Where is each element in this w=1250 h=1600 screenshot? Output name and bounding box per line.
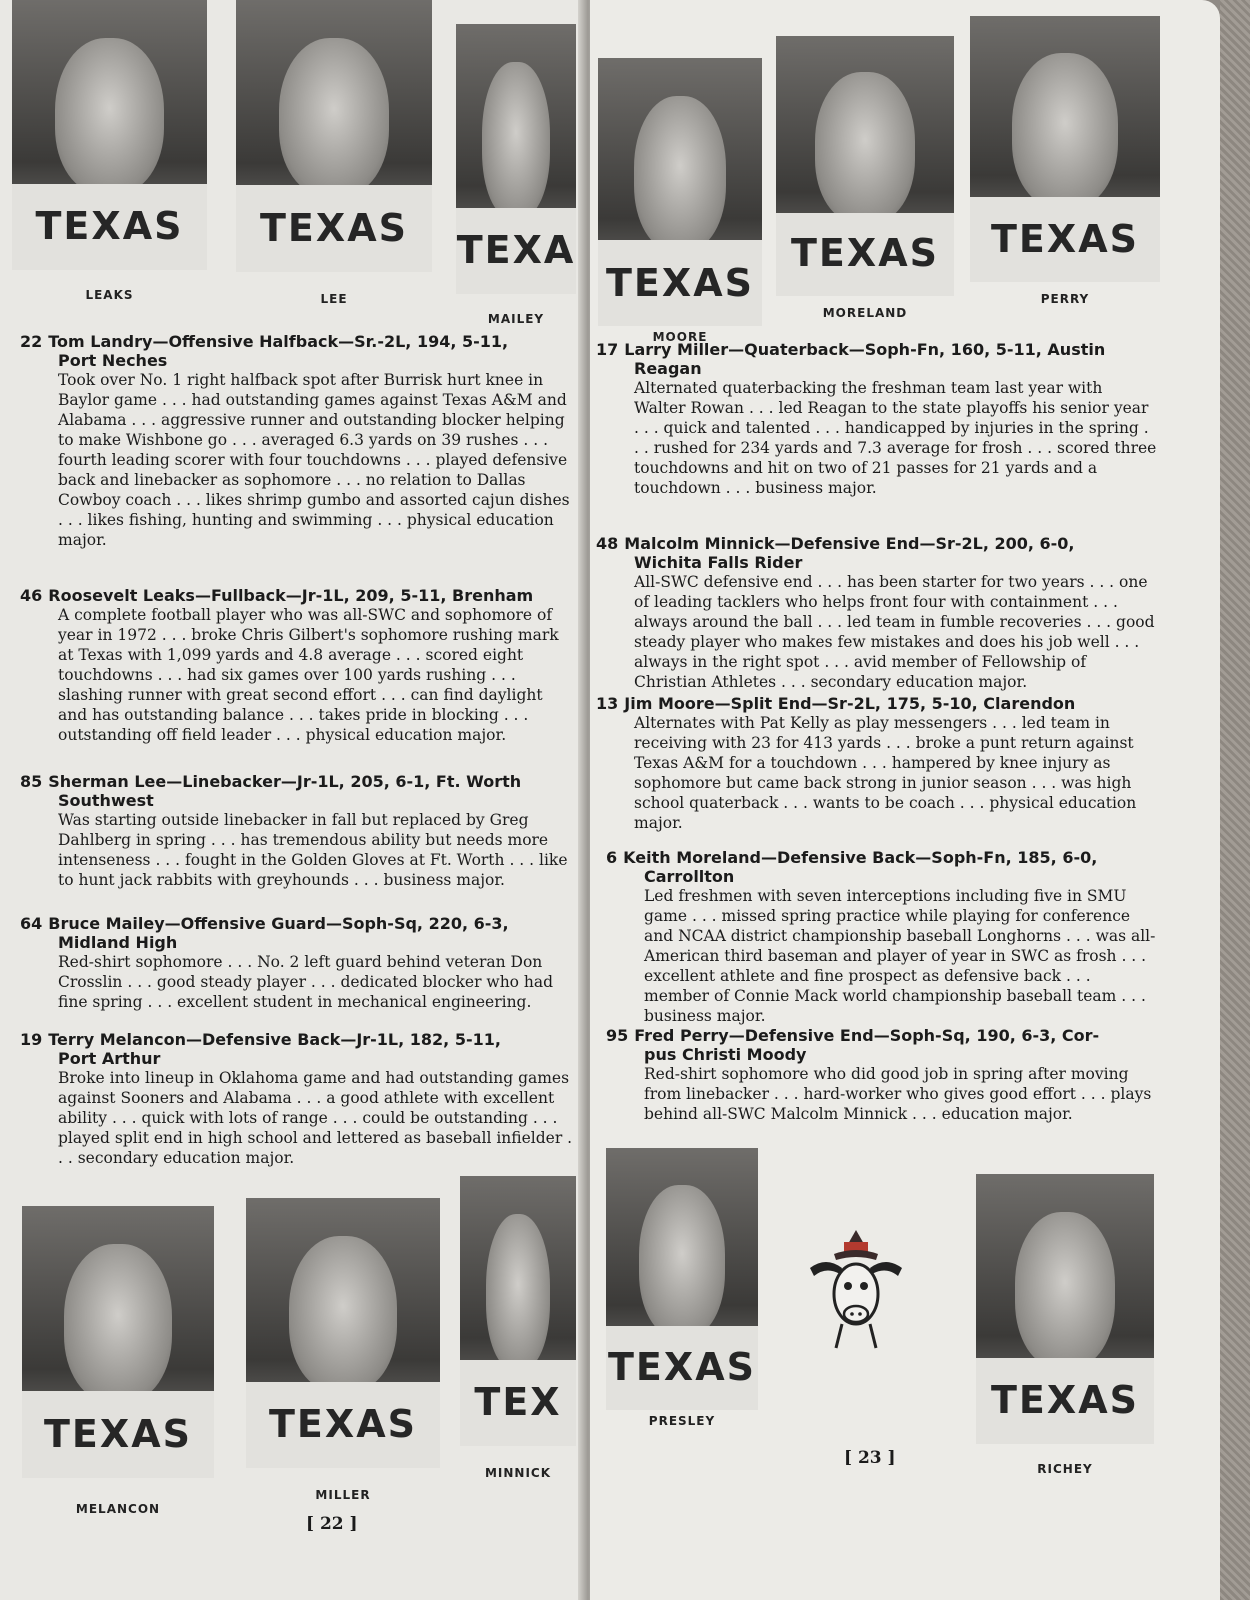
bio-entry: 19 Terry Melancon—Defensive Back—Jr-1L, 182, 5-11, Port Arthur Broke into lineup in Oklahoma game and had outstanding games against Sooners and Alabama . . . a good athlete with excellent ability . . . quick with lots of range . . . could be outstanding . . . played split end in high school and lettered as baseball infielder . . . secondary education major. bbox=[20, 1030, 573, 1167]
player-photo-perry: TEXAS bbox=[970, 16, 1160, 282]
bio-entry: 22 Tom Landry—Offensive Halfback—Sr.-2L, 194, 5-11, Port Neches Took over No. 1 right halfback spot after Burrisk hurt knee in Baylor game . . . had outstanding games against Texas A&M and Alabama . . . aggressive runner and outstanding blocker helping to make Wishbone go . . . averaged 6.3 yards on 39 rushes . . . fourth leading scorer with four touchdowns . . . played defensive back and linebacker as sophomore . . . no relation to Dallas Cowboy coach . . . likes shrimp gumbo and assorted cajun dishes . . . likes fishing, hunting and swimming . . . physical education major. bbox=[20, 332, 570, 549]
player-photo-richey: TEXAS bbox=[976, 1174, 1154, 1444]
bio-entry: 95 Fred Perry—Defensive End—Soph-Sq, 190, 6-3, Cor- pus Christi Moody Red-shirt sophomore who did good job in spring after moving from linebacker . . . hard-worker who gives good effort . . . plays behind all-SWC Malcolm Minnick . . . education major. bbox=[606, 1026, 1152, 1123]
photo-caption: LEE bbox=[320, 292, 348, 306]
player-photo-minnick: TEX bbox=[460, 1176, 576, 1446]
player-photo-miller: TEXAS bbox=[246, 1198, 440, 1468]
photo-caption: PERRY bbox=[1040, 292, 1090, 306]
player-photo-lee: TEXAS bbox=[236, 0, 432, 272]
photo-caption: MAILEY bbox=[487, 312, 545, 326]
page-number: [ 22 ] bbox=[306, 1514, 358, 1534]
right-page bbox=[590, 0, 1220, 1600]
player-photo-leaks: TEXAS bbox=[12, 0, 207, 270]
player-photo-mailey: TEXA bbox=[456, 24, 576, 294]
bio-entry: 64 Bruce Mailey—Offensive Guard—Soph-Sq, 220, 6-3, Midland High Red-shirt sophomore . . . No. 2 left guard behind veteran Don Crosslin . . . good steady player . . . dedicated blocker who had fine spring . . . excellent student in mechanical engineering. bbox=[20, 914, 554, 1011]
background-carpet bbox=[1220, 0, 1250, 1600]
left-page bbox=[0, 0, 586, 1600]
photo-caption: MINNICK bbox=[484, 1466, 552, 1480]
page-number: [ 23 ] bbox=[844, 1448, 896, 1468]
photo-caption: PRESLEY bbox=[648, 1414, 716, 1428]
bio-entry: 85 Sherman Lee—Linebacker—Jr-1L, 205, 6-1, Ft. Worth Southwest Was starting outside linebacker in fall but replaced by Greg Dahlberg in spring . . . has tremendous ability but needs more intenseness . . . fought in the Golden Gloves at Ft. Worth . . . like to hunt jack rabbits with greyhounds . . . business major. bbox=[20, 772, 568, 889]
longhorn-mascot-icon bbox=[806, 1220, 906, 1360]
photo-caption: MILLER bbox=[315, 1488, 371, 1502]
player-photo-moore: TEXAS bbox=[598, 58, 762, 326]
player-photo-moreland: TEXAS bbox=[776, 36, 954, 296]
photo-caption: LEAKS bbox=[85, 288, 134, 302]
bio-entry: 17 Larry Miller—Quaterback—Soph-Fn, 160, 5-11, Austin Reagan Alternated quaterbacking the freshman team last year with Walter Rowan . . . led Reagan to the state playoffs his senior year . . . quick and talented . . . handicapped by injuries in the spring . . . rushed for 234 yards and 7.3 average for frosh . . . scored three touchdowns and hit on two of 21 passes for 21 yards and a touchdown . . . business major. bbox=[596, 340, 1157, 497]
photo-caption: MELANCON bbox=[75, 1502, 161, 1516]
player-photo-presley: TEXAS bbox=[606, 1148, 758, 1410]
photo-caption: MORELAND bbox=[822, 306, 908, 320]
bio-entry: 6 Keith Moreland—Defensive Back—Soph-Fn, 185, 6-0, Carrollton Led freshmen with seven interceptions including five in SMU game . . . missed spring practice while playing for conference and NCAA district championship baseball Longhorns . . . was all-American third baseman and player of year in SWC as frosh . . . excellent athlete and fine prospect as defensive back . . . member of Connie Mack world championship baseball team . . . business major. bbox=[606, 848, 1156, 1025]
player-photo-melancon: TEXAS bbox=[22, 1206, 214, 1478]
bio-entry: 48 Malcolm Minnick—Defensive End—Sr-2L, 200, 6-0, Wichita Falls Rider All-SWC defensive end . . . has been starter for two years . . . one of leading tacklers who helps front four with containment . . . always around the ball . . . led team in fumble recoveries . . . good steady player who makes few mistakes and does his job well . . . always in the right spot . . . avid member of Fellowship of Christian Athletes . . . secondary education major. bbox=[596, 534, 1155, 691]
photo-caption: RICHEY bbox=[1037, 1462, 1093, 1476]
photo-caption: MOORE bbox=[652, 330, 708, 344]
bio-entry: 46 Roosevelt Leaks—Fullback—Jr-1L, 209, 5-11, Brenham A complete football player who was all-SWC and sophomore of year in 1972 . . . broke Chris Gilbert's sophomore rushing mark at Texas with 1,099 yards and 4.8 average . . . scored eight touchdowns . . . had six games over 100 yards rushing . . . slashing runner with great second effort . . . can find daylight and has outstanding balance . . . takes pride in blocking . . . outstanding off field leader . . . physical education major. bbox=[20, 586, 559, 744]
bio-entry: 13 Jim Moore—Split End—Sr-2L, 175, 5-10, Clarendon Alternates with Pat Kelly as play messengers . . . led team in receiving with 23 for 413 yards . . . broke a punt return against Texas A&M for a touchdown . . . hampered by knee injury as sophomore but came back strong in junior season . . . was high school quaterback . . . wants to be coach . . . physical education major. bbox=[596, 694, 1137, 832]
